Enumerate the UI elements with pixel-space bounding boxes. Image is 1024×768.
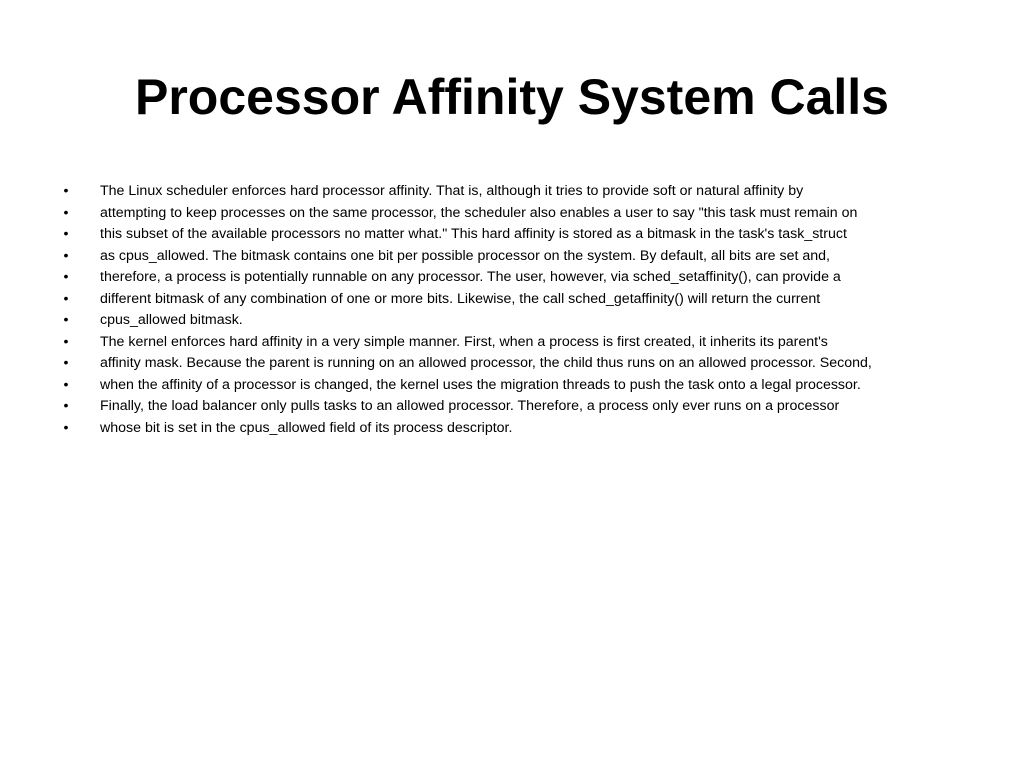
bullet-text: attempting to keep processes on the same processor, the scheduler also enables a user to say "this task must remain on [100,204,858,221]
bullet-list [60,182,970,440]
bullet-item [60,268,970,286]
bullet-icon: • [63,204,69,221]
bullet-item [60,397,970,415]
bullet-icon: • [63,226,69,242]
bullet-text: Finally, the load balancer only pulls tasks to an allowed processor. Therefore, a process only ever runs on a processor [100,398,840,414]
bullet-icon: • [63,247,69,264]
bullet-item [60,376,970,394]
bullet-text: therefore, a process is potentially runnable on any processor. The user, however, via sched_setaffinity(), can provide a [100,269,841,285]
bullet-text: affinity mask. Because the parent is running on an allowed processor, the child thus runs on an allowed processor. Second, [100,355,872,371]
bullet-item [60,311,970,329]
bullet-icon: • [63,376,69,393]
bullet-icon: • [63,419,69,436]
bullet-text: The kernel enforces hard affinity in a very simple manner. First, when a process is first created, it inherits its parent's [100,333,828,350]
bullet-icon: • [63,183,69,199]
bullet-item [60,204,970,222]
bullet-text: whose bit is set in the cpus_allowed field of its process descriptor. [100,419,513,436]
bullet-item [60,182,970,200]
bullet-item [60,333,970,351]
bullet-icon: • [63,333,69,350]
bullet-text: when the affinity of a processor is changed, the kernel uses the migration threads to push the task onto a legal processor. [100,376,861,393]
bullet-text: as cpus_allowed. The bitmask contains one bit per possible processor on the system. By default, all bits are set and, [100,247,830,264]
bullet-item [60,290,970,308]
bullet-text: cpus_allowed bitmask. [100,312,243,328]
bullet-icon: • [63,269,69,285]
bullet-icon: • [63,312,69,328]
bullet-icon: • [63,398,69,414]
bullet-text: this subset of the available processors no matter what." This hard affinity is stored as a bitmask in the task's task_struct [100,226,847,242]
bullet-icon: • [63,355,69,371]
bullet-item [60,247,970,265]
bullet-text: different bitmask of any combination of one or more bits. Likewise, the call sched_getaffinity() will return the current [100,290,821,307]
bullet-item [60,419,970,437]
bullet-item [60,354,970,372]
slide-title: Processor Affinity System Calls [135,69,889,125]
bullet-text: The Linux scheduler enforces hard processor affinity. That is, although it tries to provide soft or natural affinity by [100,183,804,199]
bullet-item [60,225,970,243]
bullet-icon: • [63,290,69,307]
